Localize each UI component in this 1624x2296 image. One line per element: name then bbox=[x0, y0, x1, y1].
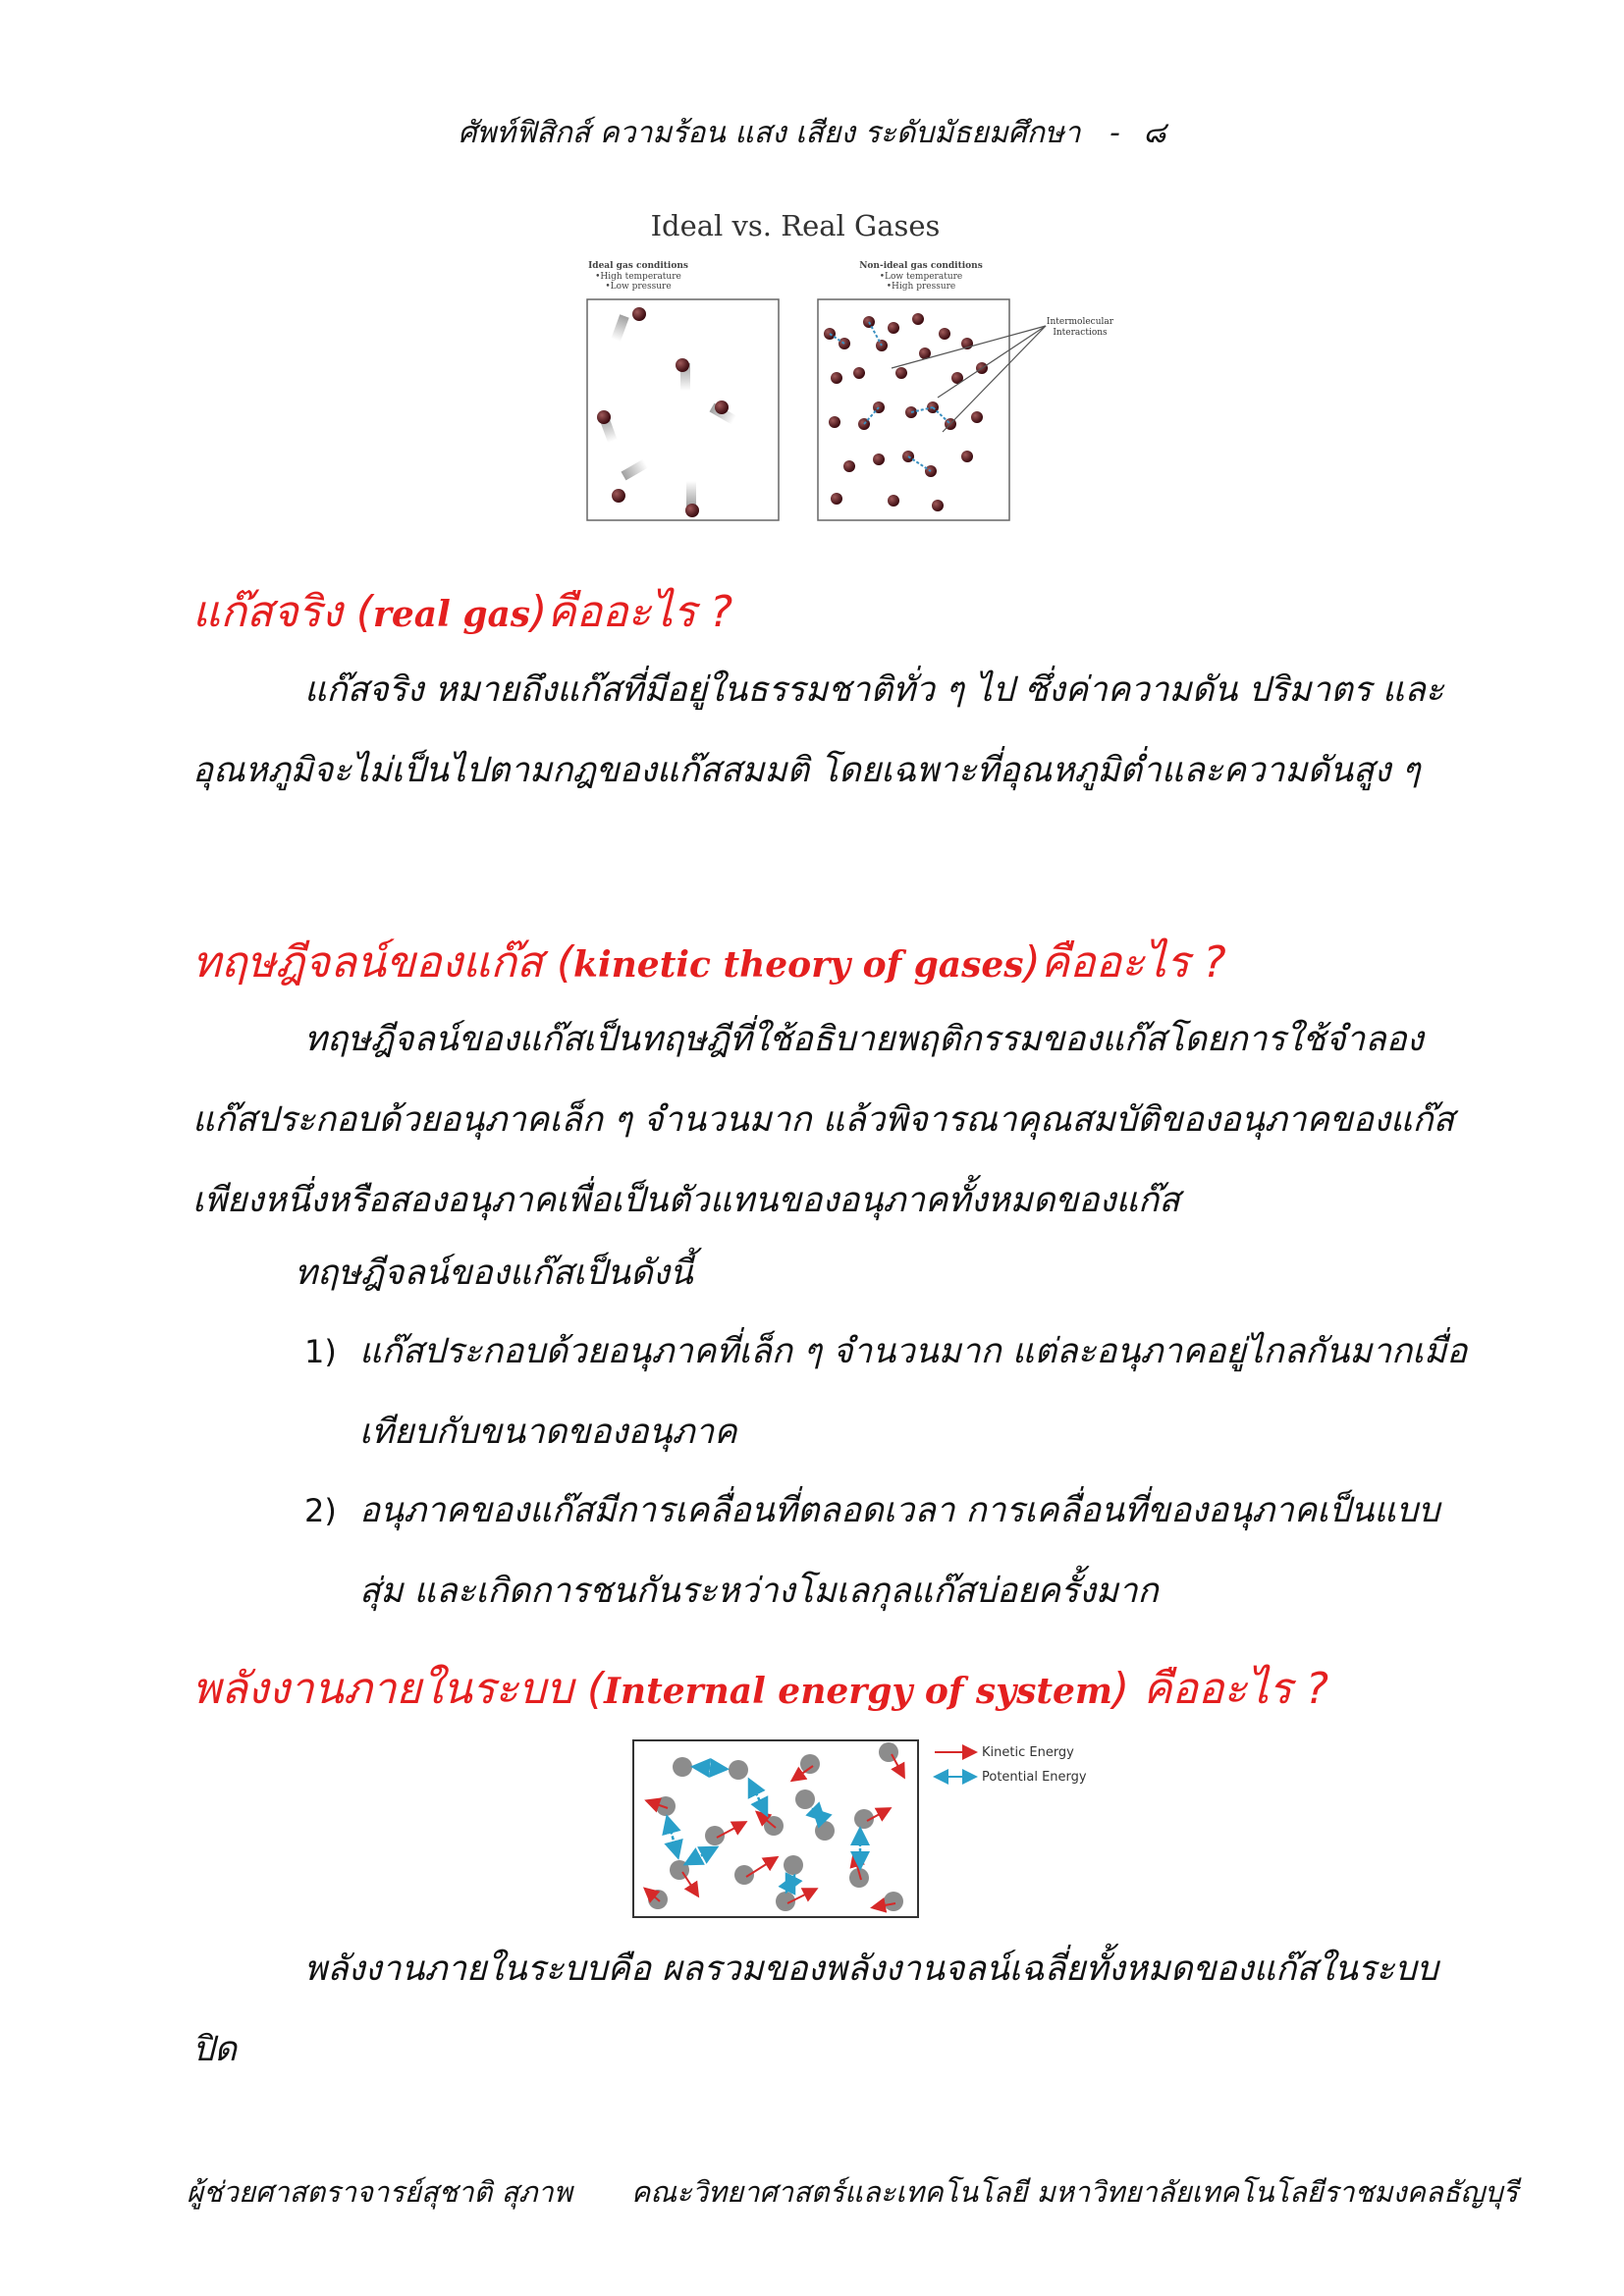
figure-title: Ideal vs. Real Gases bbox=[650, 209, 941, 242]
list-item-1 bbox=[304, 1311, 1483, 1472]
paragraph-real-gas: แก๊สจริง หมายถึงแก๊สที่มีอยู่ในธรรมชาติทั่ว ๆ ไป ซึ่งค่าความดัน ปริมาตร และอุณหภูมิจะไม่เป็นไปตามกฎของแก๊สสมมติ โดยเฉพาะที่อุณหภูมิต่ำและความดันสูง ๆ bbox=[192, 670, 1444, 790]
heading-real-gas-en: real gas bbox=[372, 594, 531, 635]
ideal-vs-real-gases-figure bbox=[579, 206, 1129, 530]
list-item-2-text: อนุภาคของแก๊สมีการเคลื่อนที่ตลอดเวลา การเคลื่อนที่ของอนุภาคเป็นแบบสุ่ม และเกิดการชนกันระหว่างโมเลกุลแก๊สบ่อยครั้งมาก bbox=[359, 1491, 1440, 1611]
legend-kinetic-label: Kinetic Energy bbox=[982, 1745, 1074, 1760]
ideal-condition-2: •Low pressure bbox=[605, 282, 672, 292]
legend-potential-label: Potential Energy bbox=[982, 1770, 1087, 1785]
heading-internal-energy: พลังงานภายในระบบ (Internal energy of system) คืออะไร ? bbox=[192, 1664, 1329, 1714]
kinetic-list-intro: ทฤษฎีจลน์ของแก๊สเป็นดังนี้ bbox=[295, 1254, 693, 1293]
heading-kinetic-theory-en: kinetic theory of gases bbox=[573, 944, 1024, 986]
list-item-2 bbox=[304, 1470, 1483, 1631]
heading-kinetic-theory: ทฤษฎีจลน์ของแก๊ส (kinetic theory of gases)คืออะไร ? bbox=[192, 937, 1226, 988]
heading-real-gas: แก๊สจริง (real gas)คืออะไร ? bbox=[192, 587, 733, 637]
nonideal-condition-2: •High pressure bbox=[886, 282, 956, 292]
list-item-2-number: 2) bbox=[304, 1492, 337, 1529]
internal-energy-figure bbox=[628, 1733, 1100, 1924]
heading-internal-energy-en: Internal energy of system bbox=[604, 1671, 1112, 1712]
interactions-label-1: Intermolecular bbox=[1046, 317, 1114, 327]
footer-department: คณะวิทยาศาสตร์และเทคโนโลยี มหาวิทยาลัยเทคโนโลยีราชมงคลธัญบุรี bbox=[630, 2175, 1519, 2209]
list-item-1-text: แก๊สประกอบด้วยอนุภาคที่เล็ก ๆ จำนวนมาก แต่ละอนุภาคอยู่ไกลกันมากเมื่อเทียบกับขนาดของอนุภาค bbox=[359, 1332, 1468, 1452]
interactions-label-2: Interactions bbox=[1053, 328, 1108, 338]
paragraph-internal-energy: พลังงานภายในระบบคือ ผลรวมของพลังงานจลน์เฉลี่ยทั้งหมดของแก๊สในระบบปิด bbox=[192, 1949, 1438, 2069]
ideal-condition-1: •High temperature bbox=[595, 272, 681, 282]
nonideal-condition-1: •Low temperature bbox=[879, 272, 963, 282]
nonideal-conditions-label: Non-ideal gas conditions bbox=[859, 261, 983, 271]
header-separator: - bbox=[1110, 116, 1120, 150]
ideal-conditions-label: Ideal gas conditions bbox=[588, 261, 688, 271]
header-title: ศัพท์ฟิสิกส์ ความร้อน แสง เสียง ระดับมัธยมศึกษา bbox=[458, 116, 1081, 150]
page-header bbox=[0, 110, 1624, 156]
footer-author: ผู้ช่วยศาสตราจารย์สุชาติ สุภาพ bbox=[187, 2175, 572, 2209]
paragraph-kinetic-theory: ทฤษฎีจลน์ของแก๊สเป็นทฤษฎีที่ใช้อธิบายพฤติกรรมของแก๊สโดยการใช้จำลองแก๊สประกอบด้วยอนุภาคเล็ก ๆ จำนวนมาก แล้วพิจารณาคุณสมบัติของอนุภาคของแก๊สเพียงหนึ่งหรือสองอนุภาคเพื่อเป็นตัวแทนของอนุภาคทั้งหมดของแก๊ส bbox=[192, 1020, 1455, 1220]
page-number: ๘ bbox=[1143, 116, 1166, 150]
page-footer bbox=[187, 2169, 1519, 2215]
list-item-1-number: 1) bbox=[304, 1333, 337, 1370]
